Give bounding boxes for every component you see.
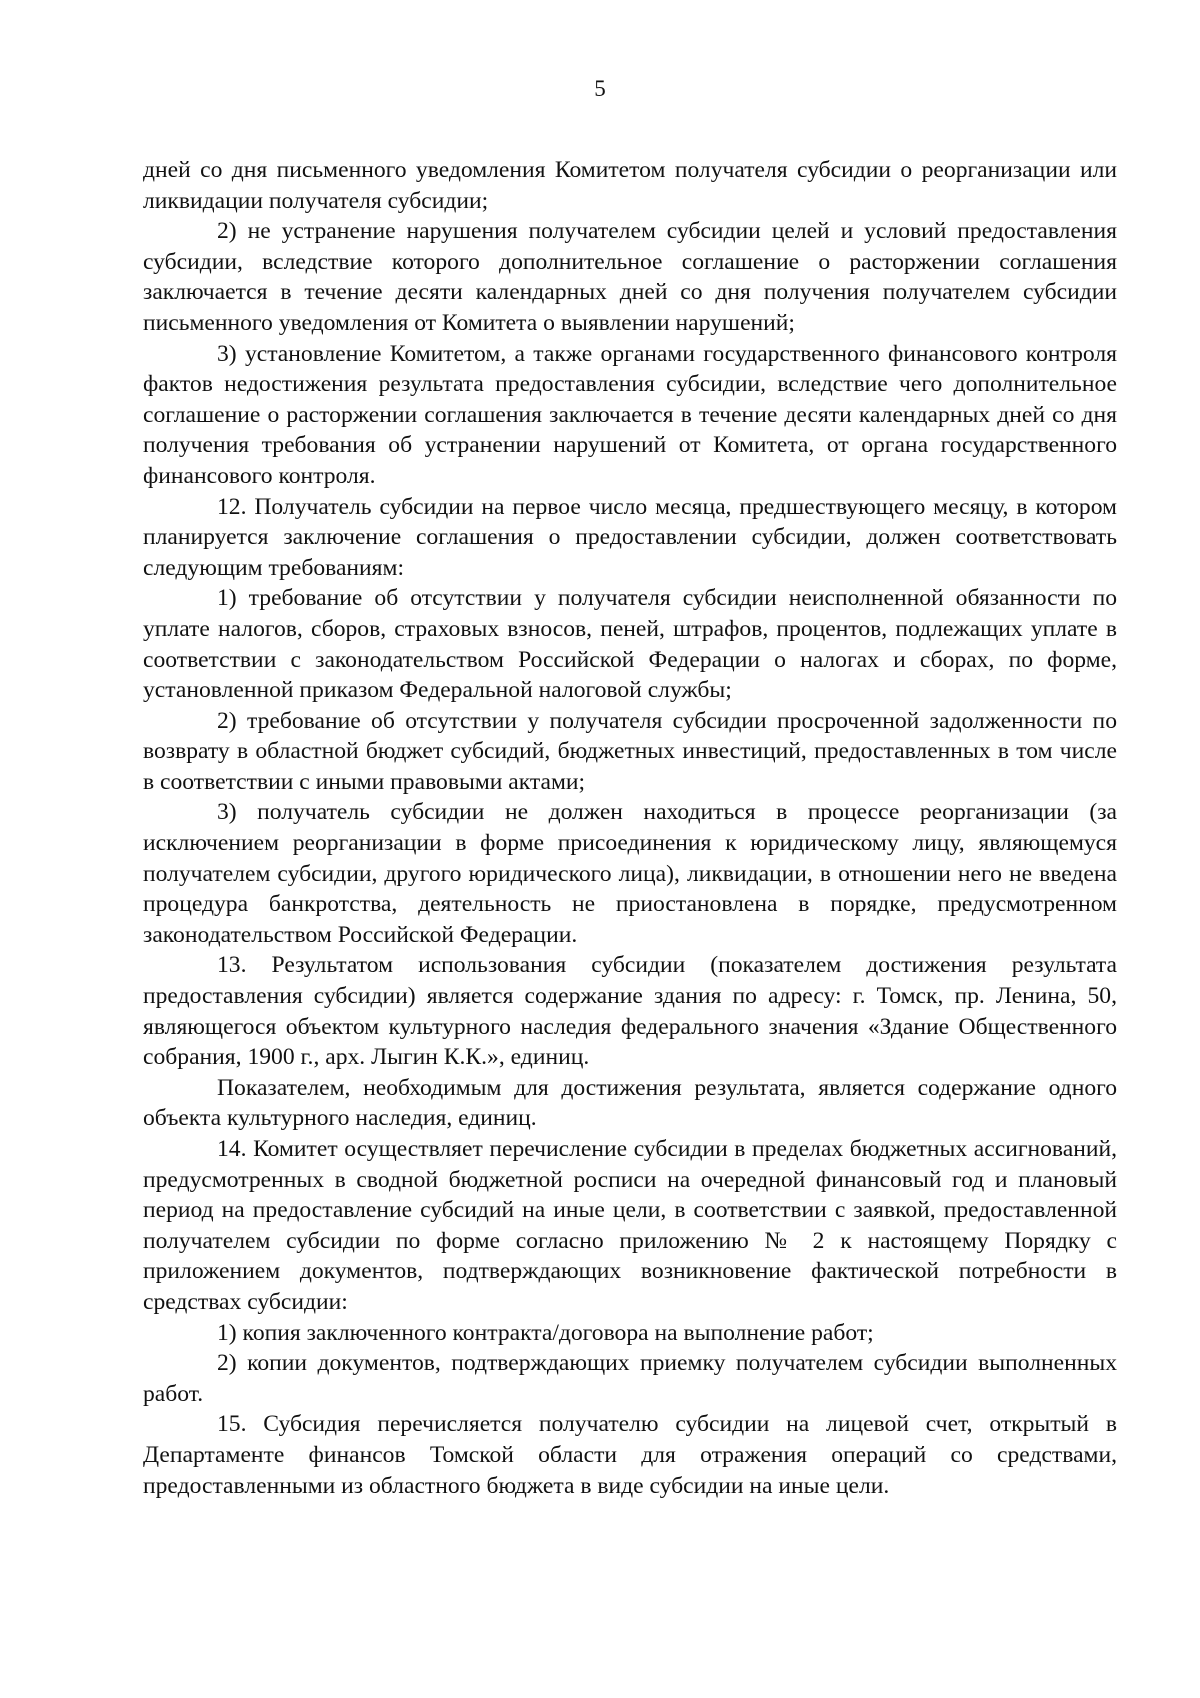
paragraph-section-14-item-2: 2) копии документов, подтверждающих приемку получателем субсидии выполненных работ. xyxy=(143,1350,1117,1407)
paragraph-section-14: 14. Комитет осуществляет перечисление субсидии в пределах бюджетных ассигнований, предусмотренных в сводной бюджетной росписи на очередной финансовый год и плановый период на предоставление субсидий на иные цели, в соответствии с заявкой, предоставленной получателем субсидии по форме согласно приложению № 2 к настоящему Порядку с приложением документов, подтверждающих возникновение фактической потребности в средствах субсидии: xyxy=(143,1136,1117,1315)
paragraph-section-13: 13. Результатом использования субсидии (показателем достижения результата предоставления субсидии) является содержание здания по адресу: г. Томск, пр. Ленина, 50, являющегося объектом культурного наследия федерального значения «Здание Общественного собрания, 1900 г., арх. Лыгин К.К.», единиц. xyxy=(143,952,1117,1071)
document-body xyxy=(143,155,1117,1501)
paragraph-continuation: дней со дня письменного уведомления Комитетом получателя субсидии о реорганизации или ликвидации получателя субсидии; xyxy=(143,157,1117,214)
paragraph-section-12-item-2: 2) требование об отсутствии у получателя субсидии просроченной задолженности по возврату в областной бюджет субсидий, бюджетных инвестиций, предоставленных в том числе в соответствии с иными правовыми актами; xyxy=(143,707,1117,795)
paragraph-indicator: Показателем, необходимым для достижения результата, является содержание одного объекта культурного наследия, единиц. xyxy=(143,1074,1117,1132)
paragraph-item-2: 2) не устранение нарушения получателем субсидии целей и условий предоставления субсидии, вследствие которого дополнительное соглашение о расторжении соглашения заключается в течение десяти календарных дней со дня получения получателем субсидии письменного уведомления от Комитета о выявлении нарушений; xyxy=(143,218,1117,336)
paragraph-section-12-item-3: 3) получатель субсидии не должен находиться в процессе реорганизации (за исключением реорганизации в форме присоединения к юридическому лицу, являющемуся получателем субсидии, другого юридического лица), ликвидации, в отношении него не введена процедура банкротства, деятельность не приостановлена в порядке, предусмотренном законодательством Российской Федерации. xyxy=(143,799,1117,948)
paragraph-section-12-item-1: 1) требование об отсутствии у получателя субсидии неисполненной обязанности по уплате налогов, сборов, страховых взносов, пеней, штрафов, процентов, подлежащих уплате в соответствии с законодательством Российской Федерации о налогах и сборах, по форме, установленной приказом Федеральной налоговой службы; xyxy=(143,585,1117,704)
page-number: 5 xyxy=(594,76,606,101)
paragraph-section-15: 15. Субсидия перечисляется получателю субсидии на лицевой счет, открытый в Департаменте финансов Томской области для отражения операций со средствами, предоставленными из областного бюджета в виде субсидии на иные цели. xyxy=(143,1411,1117,1499)
paragraph-section-12: 12. Получатель субсидии на первое число месяца, предшествующего месяцу, в котором планируется заключение соглашения о предоставлении субсидии, должен соответствовать следующим требованиям: xyxy=(143,493,1117,581)
paragraph-item-3: 3) установление Комитетом, а также органами государственного финансового контроля фактов недостижения результата предоставления субсидии, вследствие чего дополнительное соглашение о расторжении соглашения заключается в течение десяти календарных дней со дня получения требования об устранении нарушений от Комитета, от органа государственного финансового контроля. xyxy=(143,340,1117,489)
paragraph-section-14-item-1: 1) копия заключенного контракта/договора на выполнение работ; xyxy=(217,1319,874,1346)
